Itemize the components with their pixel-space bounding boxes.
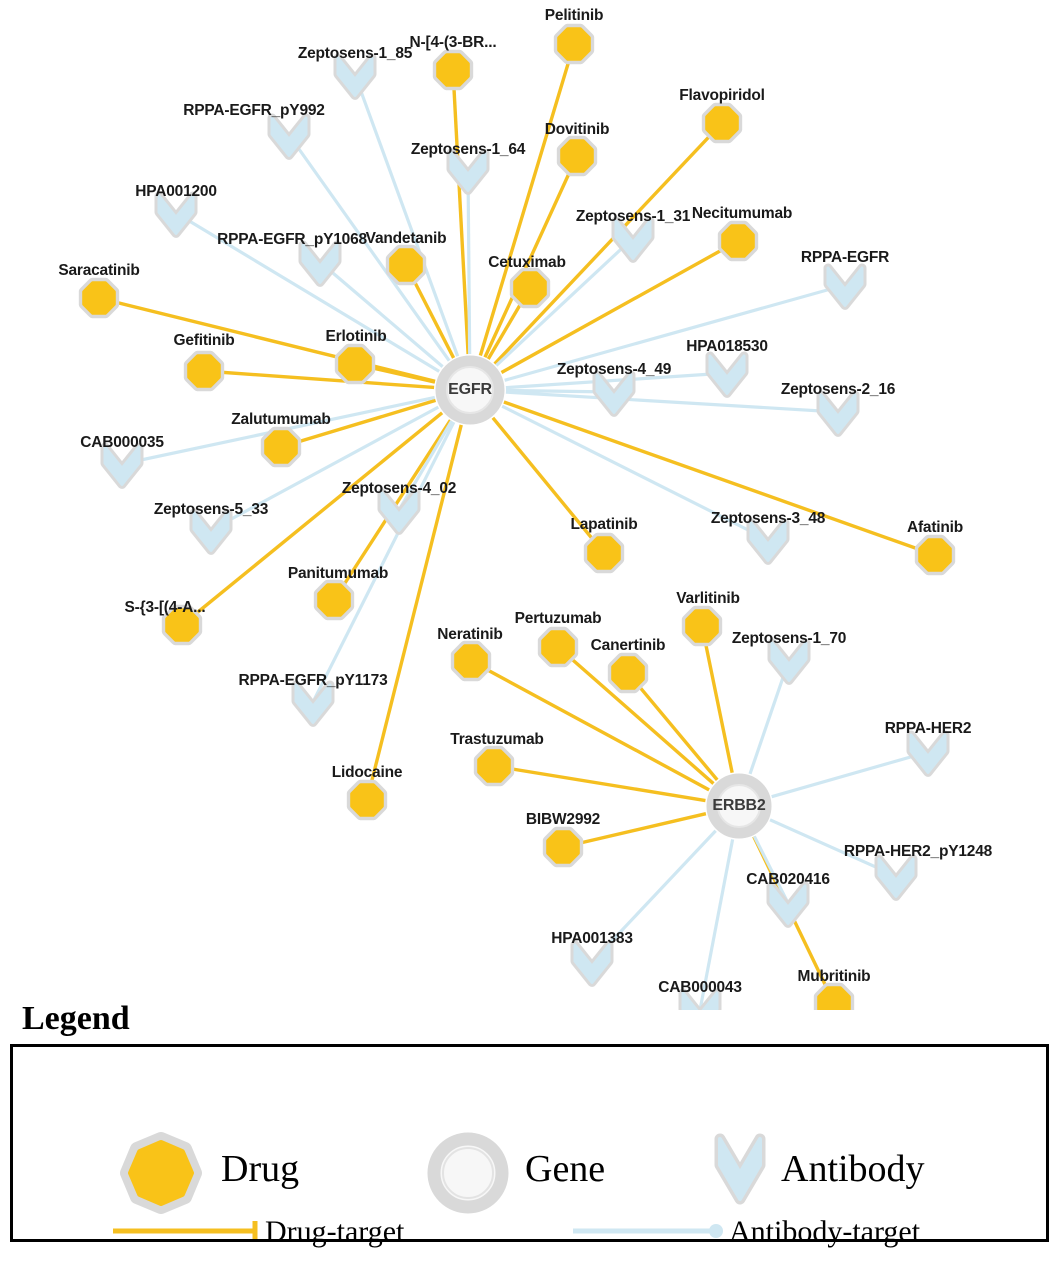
drug-node[interactable] <box>562 141 592 171</box>
drug-node[interactable] <box>559 29 589 59</box>
drug-target-edge <box>504 402 935 555</box>
antibody-label: HPA001383 <box>551 930 633 947</box>
drug-label: Flavopiridol <box>679 87 765 104</box>
antibody-label: CAB000043 <box>658 979 742 996</box>
drug-label: Canertinib <box>590 637 666 654</box>
drug-node[interactable] <box>543 632 573 662</box>
drug-node[interactable] <box>266 432 296 462</box>
antibody-target-edge <box>772 752 928 797</box>
drug-node[interactable] <box>352 785 382 815</box>
drug-node[interactable] <box>189 356 219 386</box>
legend <box>0 1000 1059 1248</box>
antibody-label: RPPA-EGFR_pY992 <box>183 102 325 119</box>
antibody-label: RPPA-HER2_pY1248 <box>843 843 993 860</box>
drug-label: Erlotinib <box>325 328 387 345</box>
antibody-label: Zeptosens-5_33 <box>153 501 269 518</box>
drug-node[interactable] <box>687 611 717 641</box>
drug-label: N-[4-(3-BR... <box>409 34 497 51</box>
drug-label: Mubritinib <box>797 968 871 985</box>
drug-label: Vandetanib <box>365 230 447 247</box>
drug-node[interactable] <box>589 538 619 568</box>
drug-label: Zalutumumab <box>231 411 331 428</box>
legend-antibody-target-edge <box>573 1224 723 1238</box>
antibody-label: Zeptosens-1_85 <box>297 45 413 62</box>
antibody-label: Zeptosens-1_64 <box>410 141 526 158</box>
antibody-target-edge <box>355 75 458 356</box>
drug-target-edge <box>628 673 717 780</box>
legend-svg <box>13 1047 1052 1239</box>
drug-node[interactable] <box>340 349 370 379</box>
legend-label-antibody-target: Antibody-target <box>729 1215 921 1248</box>
drug-node[interactable] <box>438 55 468 85</box>
antibody-label: HPA001200 <box>135 183 217 200</box>
drug-node[interactable] <box>723 226 753 256</box>
antibody-label: Zeptosens-4_02 <box>341 480 457 497</box>
antibody-label: CAB000035 <box>80 434 164 451</box>
antibody-label: CAB020416 <box>746 871 830 888</box>
antibody-label: Zeptosens-1_70 <box>731 630 847 647</box>
drug-target-edge <box>480 44 574 356</box>
drug-label: Cetuximab <box>488 254 566 271</box>
drug-label: Gefitinib <box>173 332 235 349</box>
legend-gene-icon <box>434 1139 502 1207</box>
drug-node[interactable] <box>84 283 114 313</box>
antibody-label: HPA018530 <box>686 338 768 355</box>
legend-drug-icon <box>127 1139 195 1207</box>
drug-label: Neratinib <box>437 626 503 643</box>
drug-node[interactable] <box>920 540 950 570</box>
legend-label-antibody: Antibody <box>781 1148 925 1190</box>
drug-label: Trastuzumab <box>450 731 544 748</box>
drug-node[interactable] <box>548 832 578 862</box>
legend-drug-target-edge <box>113 1221 255 1239</box>
drug-target-edge <box>702 626 732 773</box>
gene-label-erbb2: ERBB2 <box>712 797 766 814</box>
drug-node[interactable] <box>613 658 643 688</box>
drug-node[interactable] <box>456 646 486 676</box>
drug-node[interactable] <box>391 250 421 280</box>
antibody-label: RPPA-EGFR_pY1068 <box>217 231 367 248</box>
drug-label: Afatinib <box>906 519 964 536</box>
legend-label-drug: Drug <box>221 1148 300 1190</box>
legend-label-gene: Gene <box>525 1148 606 1190</box>
drug-label: Panitumumab <box>287 565 389 582</box>
drug-label: BIBW2992 <box>525 811 601 828</box>
antibody-label: Zeptosens-4_49 <box>556 361 672 378</box>
drug-node[interactable] <box>319 585 349 615</box>
drug-label: Lapatinib <box>570 516 638 533</box>
drug-label: Lidocaine <box>331 764 403 781</box>
antibody-label: Zeptosens-1_31 <box>575 208 691 225</box>
legend-box <box>10 1044 1049 1248</box>
drug-label: Pelitinib <box>544 7 604 24</box>
antibody-target-edge <box>320 262 443 367</box>
drug-label: Saracatinib <box>58 262 140 279</box>
drug-label: Pertuzumab <box>514 610 602 627</box>
legend-title: Legend <box>22 1000 130 1037</box>
antibody-label: RPPA-EGFR <box>800 249 890 266</box>
antibody-label: RPPA-HER2 <box>884 720 972 737</box>
drug-node[interactable] <box>515 273 545 303</box>
gene-label-egfr: EGFR <box>448 381 492 398</box>
drug-node[interactable] <box>707 108 737 138</box>
drug-label: Varlitinib <box>676 590 740 607</box>
antibody-label: Zeptosens-3_48 <box>710 510 826 527</box>
drug-label: Dovitinib <box>544 121 610 138</box>
legend-label-drug-target: Drug-target <box>265 1215 405 1248</box>
drug-target-edge <box>453 70 468 354</box>
legend-antibody-icon <box>720 1139 760 1199</box>
antibody-label: Zeptosens-2_16 <box>780 381 896 398</box>
drug-node[interactable] <box>479 751 509 781</box>
drug-label: S-{3-[(4-A... <box>124 599 206 616</box>
antibody-label: RPPA-EGFR_pY1173 <box>238 672 388 689</box>
antibody-target-edge <box>468 170 470 354</box>
drug-label: Necitumumab <box>691 205 793 222</box>
